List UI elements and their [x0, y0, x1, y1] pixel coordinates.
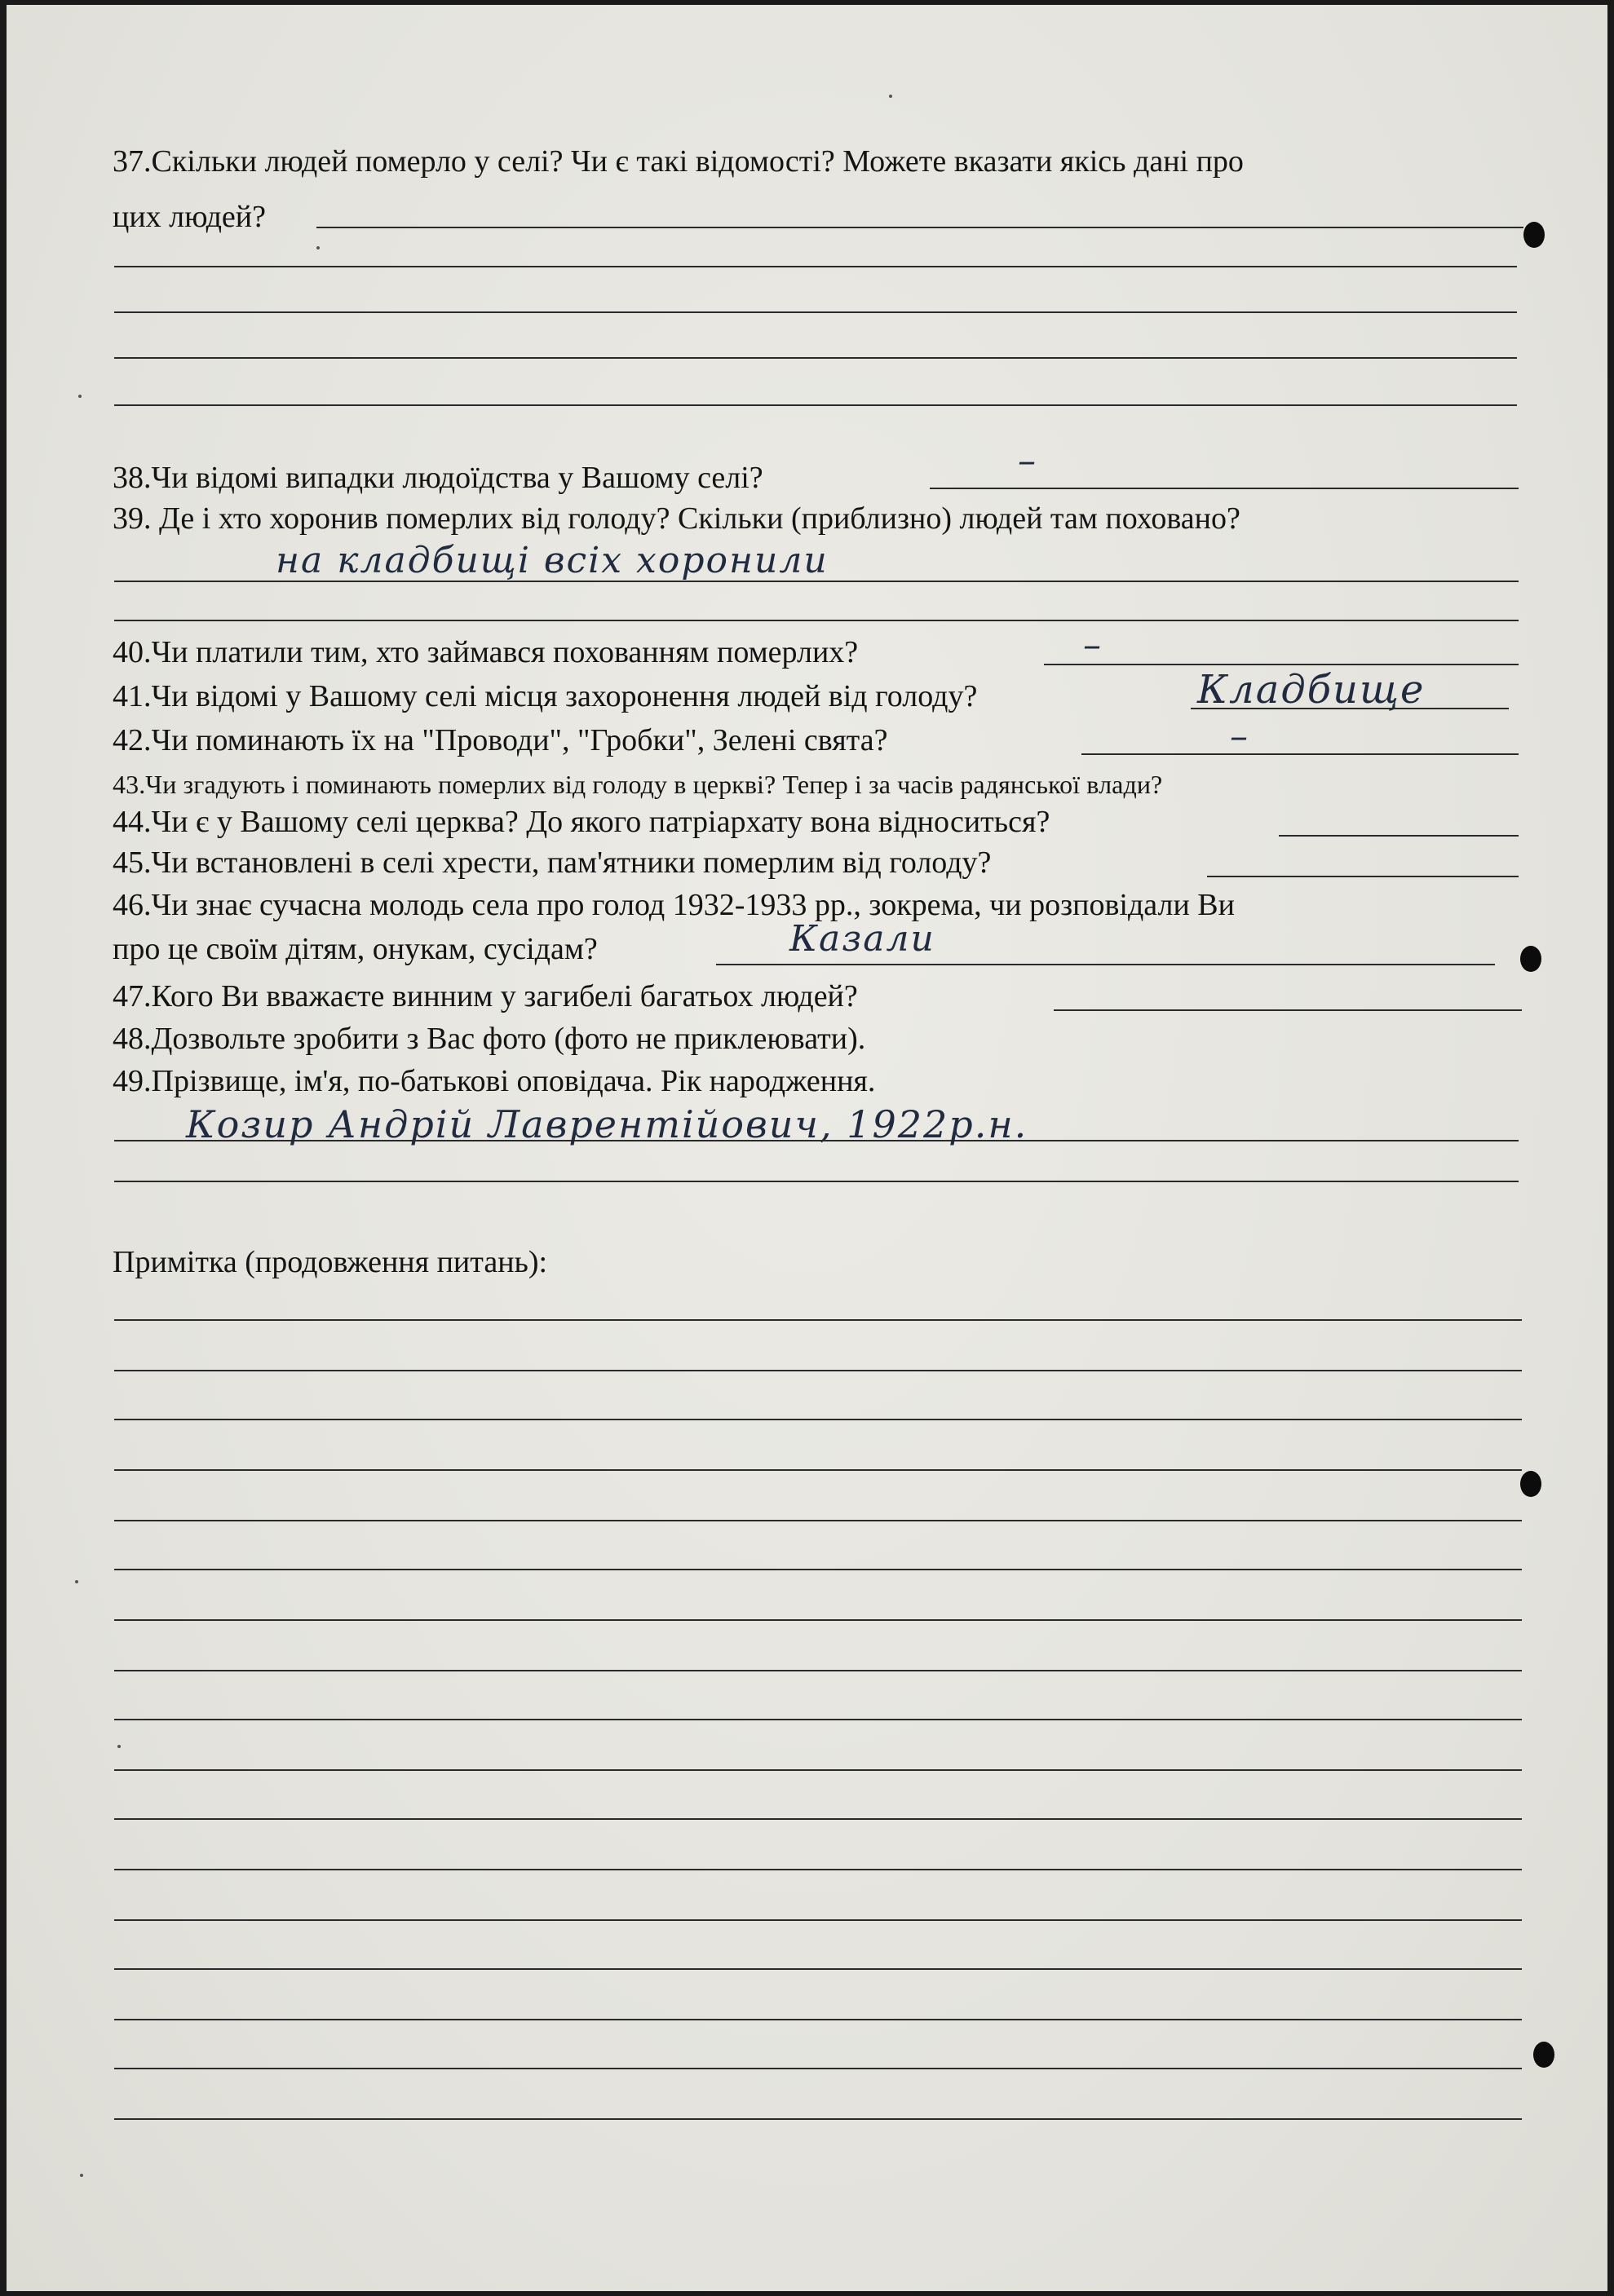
punch-hole [1520, 1471, 1541, 1497]
question-46-line-1: 46.Чи знає сучасна молодь села про голод 1932-1933 рр., зокрема, чи розповідали Ви [113, 888, 1235, 922]
answer-39-handwritten: на кладбищі всіх хоронили [276, 540, 829, 581]
paper-speck [117, 1745, 121, 1748]
note-line-1[interactable] [114, 1319, 1522, 1321]
question-48: 48.Дозвольте зробити з Вас фото (фото не приклеювати). [113, 1022, 866, 1056]
answer-line-37-2[interactable] [114, 266, 1517, 267]
questionnaire-page [7, 5, 1607, 2291]
answer-line-46[interactable] [716, 964, 1495, 965]
question-44: 44.Чи є у Вашому селі церква? До якого патріархату вона відноситься? [113, 805, 1050, 839]
paper-speck [889, 95, 892, 98]
answer-line-37-1[interactable] [316, 227, 1523, 228]
punch-hole [1520, 946, 1541, 972]
note-line-9[interactable] [114, 1719, 1522, 1720]
note-line-5[interactable] [114, 1520, 1522, 1521]
question-40: 40.Чи платили тим, хто займався похованням померлих? [113, 635, 859, 669]
note-line-7[interactable] [114, 1619, 1522, 1621]
answer-41-handwritten: Кладбище [1197, 667, 1426, 713]
note-line-17[interactable] [114, 2118, 1522, 2120]
answer-line-45[interactable] [1207, 876, 1519, 877]
note-line-11[interactable] [114, 1818, 1522, 1820]
question-49: 49.Прізвище, ім'я, по-батькові оповідача. Рік народження. [113, 1064, 876, 1098]
question-45: 45.Чи встановлені в селі хрести, пам'ятники померлим від голоду? [113, 846, 992, 880]
paper-speck [78, 395, 82, 398]
punch-hole [1533, 2042, 1554, 2068]
paper-speck [316, 246, 320, 249]
question-43: 43.Чи згадують і поминають померлих від голоду в церкві? Тепер і за часів радянської влади? [113, 770, 1163, 799]
note-line-2[interactable] [114, 1370, 1522, 1371]
paper-speck [75, 1580, 78, 1583]
note-line-16[interactable] [114, 2068, 1522, 2069]
answer-40-handwritten: – [1083, 625, 1103, 666]
note-line-12[interactable] [114, 1869, 1522, 1870]
answer-line-37-5[interactable] [114, 404, 1517, 406]
answer-line-41[interactable] [1191, 708, 1509, 709]
note-line-6[interactable] [114, 1569, 1522, 1570]
answer-42-handwritten: – [1230, 716, 1249, 757]
note-line-4[interactable] [114, 1469, 1522, 1471]
paper-speck [80, 2174, 83, 2177]
note-line-8[interactable] [114, 1670, 1522, 1671]
answer-line-37-3[interactable] [114, 311, 1517, 313]
answer-line-49-1[interactable] [114, 1140, 1519, 1141]
question-37-line-2: цих людей? [113, 200, 266, 234]
note-line-14[interactable] [114, 1968, 1522, 1970]
answer-line-47[interactable] [1054, 1009, 1522, 1011]
question-42: 42.Чи поминають їх на "Проводи", "Гробки", Зелені свята? [113, 723, 888, 757]
note-line-13[interactable] [114, 1919, 1522, 1921]
answer-line-39-1[interactable] [114, 581, 1519, 582]
question-41: 41.Чи відомі у Вашому селі місця захоронення людей від голоду? [113, 679, 978, 713]
note-line-10[interactable] [114, 1769, 1522, 1771]
question-46-line-2: про це своїм дітям, онукам, сусідам? [113, 932, 598, 966]
answer-49-handwritten: Козир Андрій Лаврентійович, 1922р.н. [186, 1102, 1028, 1146]
note-heading: Примітка (продовження питань): [113, 1245, 548, 1279]
answer-38-handwritten: – [1018, 440, 1037, 482]
question-39: 39. Де і хто хоронив померлих від голоду? Скільки (приблизно) людей там поховано? [113, 501, 1240, 536]
question-38: 38.Чи відомі випадки людоїдства у Вашому селі? [113, 461, 763, 495]
answer-line-42[interactable] [1081, 753, 1519, 755]
note-line-15[interactable] [114, 2019, 1522, 2020]
answer-line-38[interactable] [930, 488, 1519, 489]
punch-hole [1523, 222, 1545, 248]
answer-line-49-2[interactable] [114, 1181, 1519, 1182]
answer-line-37-4[interactable] [114, 357, 1517, 359]
question-37-line-1: 37.Скільки людей померло у селі? Чи є такі відомості? Можете вказати якісь дані про [113, 144, 1244, 179]
answer-line-39-2[interactable] [114, 620, 1519, 621]
answer-line-44[interactable] [1279, 835, 1519, 837]
answer-46-handwritten: Казали [789, 918, 935, 960]
answer-line-40[interactable] [1044, 664, 1519, 665]
note-line-3[interactable] [114, 1419, 1522, 1420]
question-47: 47.Кого Ви вважаєте винним у загибелі багатьох людей? [113, 979, 858, 1013]
